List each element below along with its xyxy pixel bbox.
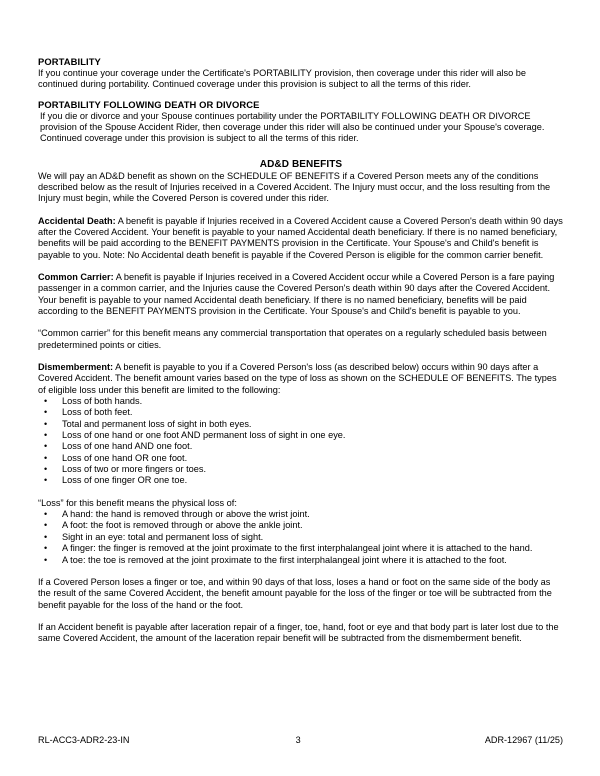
spacer [38, 91, 564, 99]
list-eligible-losses [38, 396, 564, 487]
paragraph-accidental-death [38, 216, 564, 261]
list-item [38, 532, 564, 543]
list-item [38, 441, 564, 452]
spacer [38, 317, 564, 328]
document-body [38, 56, 564, 645]
list-item-label: Loss of one hand AND one foot. [62, 441, 193, 452]
spacer [38, 611, 564, 622]
list-loss-definitions [38, 509, 564, 566]
list-item [38, 396, 564, 407]
spacer [38, 566, 564, 577]
spacer [38, 487, 564, 498]
bullet-icon: • [44, 464, 48, 475]
text-common-carrier-body: A benefit is payable if Injuries received in a Covered Accident occur while a Covered Person is a fare paying passenger in a common carrier, and the Injuries cause the Covered Person's death within 90 days after the Covered Accident. Your benefit is payable to your named Accidental death beneficiary. If there is no named beneficiary, benefits will be paid according to the BENEFIT PAYMENTS provision in the Certificate. Your Spouse's and Child's benefit is payable to you. [38, 271, 555, 316]
list-item [38, 419, 564, 430]
list-item-label: A toe: the toe is removed at the joint proximate to the first interphalangeal joint where it is attached to the foot. [62, 554, 507, 565]
bullet-icon: • [44, 520, 48, 531]
paragraph-common-carrier-definition: “Common carrier” for this benefit means any commercial transportation that operates on a regularly scheduled basis between predetermined points or cities. [38, 328, 547, 350]
label-dismemberment: Dismemberment: [38, 362, 114, 372]
list-item-label: Loss of one hand OR one foot. [62, 452, 188, 463]
list-item-label: A foot: the foot is removed through or above the ankle joint. [62, 520, 303, 531]
bullet-icon: • [44, 543, 48, 554]
list-item-label: Total and permanent loss of sight in both eyes. [62, 418, 252, 429]
heading-portability: PORTABILITY [38, 56, 101, 67]
text-dismemberment-body: A benefit is payable to you if a Covered Person's loss (as described below) occurs within 90 days after a Covered Accident. The benefit amount varies based on the type of loss as shown on the SCHEDULE OF BENEFITS. The types of eligible loss under this benefit are limited to the following: [38, 362, 557, 395]
list-item [38, 453, 564, 464]
list-item-label: Loss of one finger OR one toe. [62, 475, 188, 486]
heading-portability-following-death-or-divorce: PORTABILITY FOLLOWING DEATH OR DIVORCE [38, 98, 260, 110]
list-item-label: Loss of both hands. [62, 396, 143, 407]
paragraph-dismemberment [38, 362, 564, 396]
bullet-icon: • [44, 418, 48, 429]
list-item-label: Sight in an eye: total and permanent loss of sight. [62, 531, 264, 542]
list-item-label: Loss of both feet. [62, 407, 133, 418]
footer-document-code: ADR-12967 (11/25) [484, 735, 563, 745]
paragraph-loss-definition-intro: “Loss” for this benefit means the physical loss of: [38, 497, 237, 508]
list-item-label: Loss of one hand or one foot AND permanent loss of sight in one eye. [62, 430, 346, 441]
paragraph-laceration-offset: If an Accident benefit is payable after laceration repair of a finger, toe, hand, foot or eye and that body part is later lost due to the same Covered Accident, the amount of the laceration repair benefit will be subtracted from the dismemberment benefit. [38, 621, 559, 644]
list-item-label: Loss of two or more fingers or toes. [62, 464, 206, 475]
list-item [38, 464, 564, 475]
paragraph-add-benefits-intro: We will pay an AD&D benefit as shown on the SCHEDULE OF BENEFITS if a Covered Person meets any of the conditions described below as the result of Injuries received in a Covered Accident. The Injury must occur, and the loss resulting from the Injury must begin, while the Covered Person is covered under this rider. [38, 170, 551, 204]
label-accidental-death: Accidental Death: [38, 215, 116, 226]
text-accidental-death-body: A benefit is payable if Injuries received in a Covered Accident cause a Covered Person's death within 90 days after the Covered Accident. Your benefit is payable to your named Accidental death beneficiary. If there is no named beneficiary, benefits will be paid according to the BENEFIT PAYMENTS provision in the Certificate. Your Spouse's and Child's benefit is payable to you. Note: No Accidental death benefit is payable if the Covered Person is eligible for the common carrier benefit. [38, 215, 563, 260]
list-item [38, 543, 564, 554]
list-item [38, 509, 564, 520]
bullet-icon: • [44, 441, 48, 452]
page-title-add-benefits: AD&D BENEFITS [259, 158, 343, 170]
list-item [38, 520, 564, 531]
bullet-icon: • [44, 430, 48, 441]
bullet-icon: • [44, 509, 48, 520]
list-item [38, 430, 564, 441]
footer-form-number: RL-ACC3-ADR2-23-IN [38, 735, 130, 745]
bullet-icon: • [44, 531, 48, 542]
bullet-icon: • [44, 452, 48, 463]
page-footer [38, 735, 563, 746]
paragraph-finger-toe-offset: If a Covered Person loses a finger or toe, and within 90 days of that loss, loses a hand or foot on the same side of the body as the result of the same Covered Accident, the benefit amount payable for the loss of the finger or toe will be subtracted from the benefit payable for the loss of the hand or the foot. [38, 576, 552, 610]
spacer [38, 145, 564, 159]
spacer [38, 261, 564, 272]
list-item [38, 555, 564, 566]
bullet-icon: • [44, 475, 48, 486]
footer-page-number: 3 [295, 735, 301, 745]
bullet-icon: • [44, 554, 48, 565]
list-item [38, 407, 564, 418]
label-common-carrier: Common Carrier: [38, 271, 114, 282]
paragraph-portability-death-divorce-body: If you die or divorce and your Spouse continues portability under the PORTABILITY FOLLOWING DEATH OR DIVORCE provision of the Spouse Accident Rider, then coverage under this rider will also be continued under your Spouse's coverage. Continued coverage under this provision is subject to all the terms of this rider. [40, 110, 545, 144]
spacer [38, 205, 564, 216]
spacer [38, 351, 564, 362]
list-item-label: A hand: the hand is removed through or above the wrist joint. [62, 509, 310, 520]
paragraph-portability-body: If you continue your coverage under the Certificate's PORTABILITY provision, then coverage under this rider will also be continued during portability. Continued coverage under this provision is subject to all the terms of this rider. [38, 67, 527, 90]
bullet-icon: • [44, 407, 48, 418]
list-item-label: A finger: the finger is removed at the joint proximate to the first interphalangeal joint where it is attached to the hand. [62, 543, 533, 554]
list-item [38, 475, 564, 486]
paragraph-common-carrier [38, 272, 564, 317]
bullet-icon: • [44, 396, 48, 407]
